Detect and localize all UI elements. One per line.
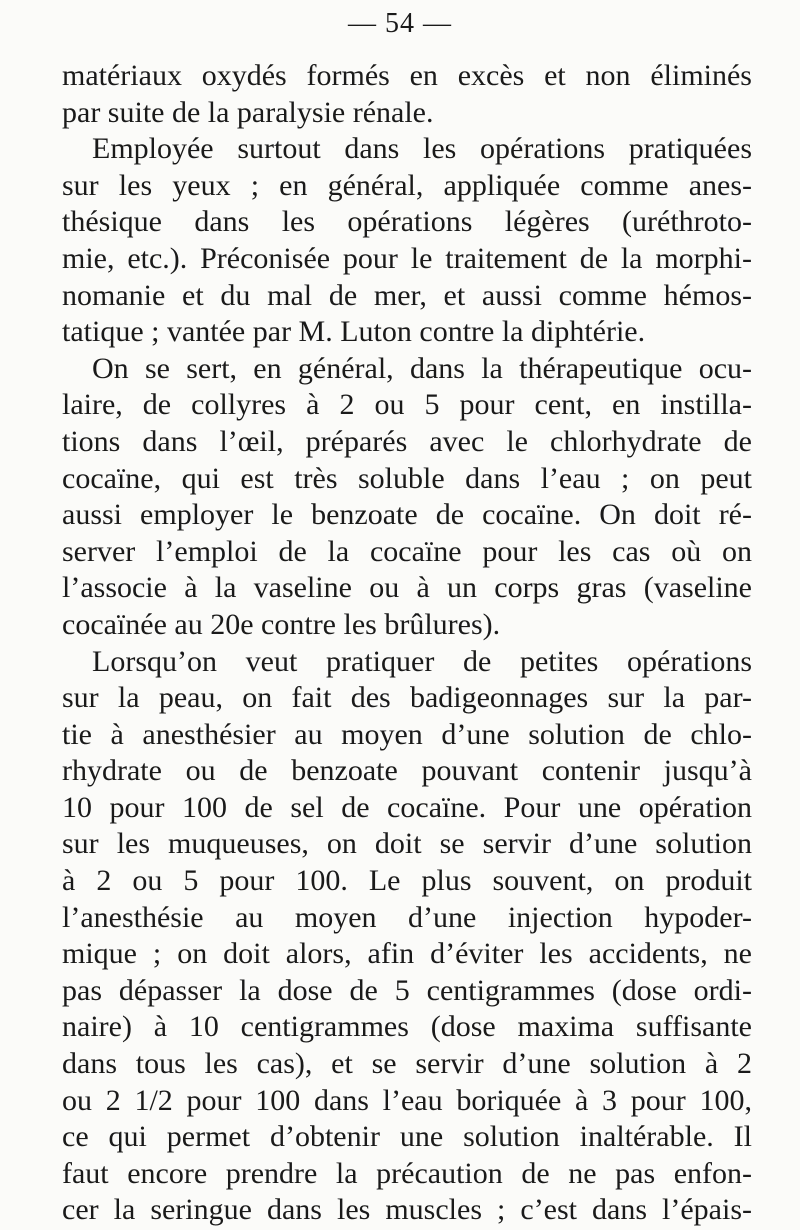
text-line: server l’emploi de la cocaïne pour les cas où on <box>62 534 752 568</box>
text-line: sur les yeux ; en général, appliquée comme anes- <box>62 168 752 202</box>
text-line: ou 2 1/2 pour 100 dans l’eau boriquée à 3 pour 100, <box>62 1083 752 1117</box>
text-line: tie à anesthésier au moyen d’une solution de chlo- <box>62 717 752 751</box>
text-line: cer la seringue dans les muscles ; c’est dans l’épais- <box>62 1193 752 1227</box>
body-text <box>62 58 752 1229</box>
text-line: tatique ; vantée par M. Luton contre la diphtérie. <box>62 315 646 349</box>
text-line: rhydrate ou de benzoate pouvant contenir jusqu’à <box>62 754 752 788</box>
text-line: On se sert, en général, dans la thérapeutique ocu- <box>92 351 752 385</box>
text-line: naire) à 10 centigrammes (dose maxima suffisante <box>62 1010 752 1044</box>
text-line: faut encore prendre la précaution de ne pas enfon- <box>62 1156 752 1190</box>
text-line: laire, de collyres à 2 ou 5 pour cent, en instilla- <box>62 388 752 422</box>
text-line: à 2 ou 5 pour 100. Le plus souvent, on produit <box>62 864 752 898</box>
text-line: matériaux oxydés formés en excès et non éliminés <box>62 59 752 92</box>
text-line: thésique dans les opérations légères (uréthroto- <box>62 205 752 239</box>
page-number: — 54 — <box>348 8 452 39</box>
text-line: pas dépasser la dose de 5 centigrammes (dose ordi- <box>62 973 752 1007</box>
text-line: mique ; on doit alors, afin d’éviter les accidents, ne <box>62 937 752 971</box>
text-line: nomanie et du mal de mer, et aussi comme hémos- <box>62 278 752 312</box>
text-line: Employée surtout dans les opérations pratiquées <box>92 132 752 166</box>
text-line: mie, etc.). Préconisée pour le traitement de la morphi- <box>62 241 752 275</box>
text-line: sur la peau, on fait des badigeonnages sur la par- <box>62 681 752 715</box>
text-line: sur les muqueuses, on doit se servir d’une solution <box>62 827 752 861</box>
text-line: Lorsqu’on veut pratiquer de petites opérations <box>92 644 752 678</box>
text-line: 10 pour 100 de sel de cocaïne. Pour une opération <box>62 790 752 824</box>
text-line: dans tous les cas), et se servir d’une solution à 2 <box>62 1047 752 1081</box>
text-line: cocaïnée au 20e contre les brûlures). <box>62 607 501 641</box>
text-line: l’associe à la vaseline ou à un corps gras (vaseline <box>62 571 752 605</box>
text-line: par suite de la paralysie rénale. <box>62 95 434 129</box>
text-line: l’anesthésie au moyen d’une injection hypoder- <box>62 900 752 934</box>
text-line: ce qui permet d’obtenir une solution inaltérable. Il <box>62 1120 752 1154</box>
text-line: aussi employer le benzoate de cocaïne. On doit ré- <box>62 498 752 532</box>
text-line: cocaïne, qui est très soluble dans l’eau ; on peut <box>62 461 752 495</box>
text-line: tions dans l’œil, préparés avec le chlorhydrate de <box>62 424 752 458</box>
